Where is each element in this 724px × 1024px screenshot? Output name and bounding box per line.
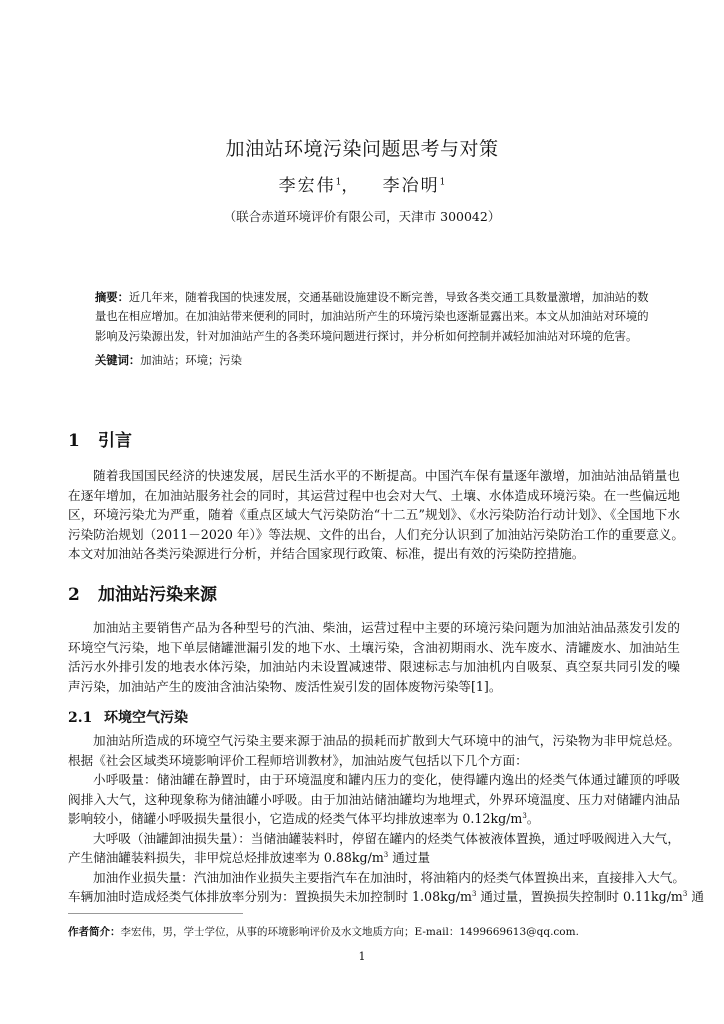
subsection-body: [68, 731, 704, 907]
superscript: 3: [383, 850, 389, 859]
text-line: 加油站所造成的环境空气污染主要来源于油品的损耗而扩散到大气环境中的油气，污染物为非甲烷总烃。: [93, 733, 680, 748]
footnote-text: 李宏伟，男，学士学位，从事的环境影响评价及水文地质方向；E-mail：1499669613@qq.com.: [120, 926, 579, 938]
author-name: 李冶明: [382, 176, 440, 196]
footnote: [68, 924, 579, 939]
keywords-text: 加油站；环境；污染: [140, 354, 242, 367]
text-line: 阀排入大气，这种现象称为储油罐小呼吸。由于加油站储油罐均为地埋式，外界环境温度、压力对储罐内油品: [68, 791, 680, 807]
section-heading: [68, 426, 132, 451]
text-line: 环境空气污染，地下单层储罐泄漏引发的地下水、土壤污染，含油初期雨水、洗车废水、清罐废水、加油站生: [68, 639, 680, 655]
abstract-line: 影响及污染源出发，针对加油站产生的各类环境问题进行探讨，并分析如何控制并减轻加油站对环境的危害。: [95, 329, 638, 343]
affiliation: （联合赤道环境评价有限公司，天津市 300042）: [223, 209, 501, 224]
author-affiliation-mark: 1: [439, 177, 446, 188]
text-line: 加油作业损失量：汽油加油作业损失主要指汽车在加油时，将油箱内的烃类气体置换出来，直接排入大气。: [93, 869, 685, 885]
abstract-line: 量也在相应增加。在加油站带来便利的同时，加油站所产生的环境污染也逐渐显露出来。本文从加油站对环境的: [95, 310, 649, 324]
subsection-title: 环境空气污染: [104, 710, 188, 726]
text-line: 小呼吸量：储油罐在静置时，由于环境温度和罐内压力的变化，使得罐内逸出的烃类气体通过罐顶的呼吸: [93, 772, 680, 787]
superscript: 3: [522, 811, 527, 820]
section-number: 2: [68, 585, 80, 605]
subsection-heading: [68, 707, 188, 727]
subsection-number: 2.1: [68, 710, 93, 726]
keywords-label: 关键词：: [95, 353, 141, 367]
keywords: [95, 352, 242, 368]
footnote-label: 作者简介：: [68, 926, 121, 938]
superscript: 3: [682, 889, 688, 898]
author-name: 李宏伟: [278, 176, 336, 196]
text-line: 影响较小，储罐小呼吸损失量很小，它造成的烃类气体平均排放速率为 $0.12kg/m^3$。: [68, 811, 540, 826]
section-2-body: [68, 618, 680, 696]
text-line: 本文对加油站各类污染源进行分析，并结合国家现行政策、标准，提出有效的污染防控措施。: [68, 546, 585, 561]
abstract: [95, 288, 649, 346]
text-line: 区，环境污染尤为严重，随着《重点区域大气污染防治“十二五”规划》、《水污染防治行动计划》、《全国地下水: [68, 507, 680, 522]
text-line: 污染防治规划（2011－2020 年）》等法规、文件的出台，人们充分认识到了加油站污染防治工作的重要意义。: [68, 526, 684, 542]
section-number: 1: [68, 431, 80, 451]
author-separator: ，: [341, 176, 361, 196]
author-affiliation-mark: 1: [335, 177, 342, 188]
abstract-line: 近几年来，随着我国的快速发展，交通基础设施建设不断完善，导致各类交通工具数量激增，加油站的数: [128, 291, 649, 304]
section-title: 加油站污染来源: [98, 585, 217, 605]
text-line: 车辆加油时造成烃类气体排放率分别为：置换损失未加控制时 $1.08kg/m^3$ 通过量，置换损失控制时 $0.11kg/m^3$ 通: [68, 889, 704, 904]
section-heading: [68, 580, 217, 605]
page-number: 1: [358, 950, 366, 963]
section-1-body: [68, 466, 684, 564]
authors: [0, 171, 724, 196]
superscript: 3: [471, 889, 477, 898]
text-line: 声污染，加油站产生的废油含油沾染物、废活性炭引发的固体废物污染等[1]。: [68, 678, 502, 694]
text-line: 产生储油罐装料损失，非甲烷总烃排放速率为 $0.88kg/m^3$ 通过量: [68, 850, 431, 865]
footnote-rule: [68, 913, 243, 914]
text-line: 随着我国国民经济的快速发展，居民生活水平的不断提高。中国汽车保有量逐年激增，加油站油品销量也: [93, 468, 680, 483]
abstract-label: 摘要：: [95, 290, 129, 304]
text-line: 活污水外排引发的地表水体污染，加油站内未设置减速带、限速标志与加油机内自吸泵、真空泵共同引发的噪: [68, 659, 680, 674]
text-line: 大呼吸（油罐卸油损失量）：当储油罐装料时，停留在罐内的烃类气体被液体置换，通过呼吸阀进入大气，: [93, 830, 680, 846]
section-title: 引言: [98, 431, 132, 451]
text-line: 根据《社会区域类环境影响评价工程师培训教材》，加油站废气包括以下几个方面：: [68, 752, 528, 768]
text-line: 加油站主要销售产品为各种型号的汽油、柴油，运营过程中主要的环境污染问题为加油站油品蒸发引发的: [93, 620, 680, 635]
text-line: 在逐年增加，在加油站服务社会的同时，其运营过程中也会对大气、土壤、水体造成环境污染。在一些偏远地: [68, 487, 680, 503]
paper-title: 加油站环境污染问题思考与对策: [225, 138, 499, 160]
